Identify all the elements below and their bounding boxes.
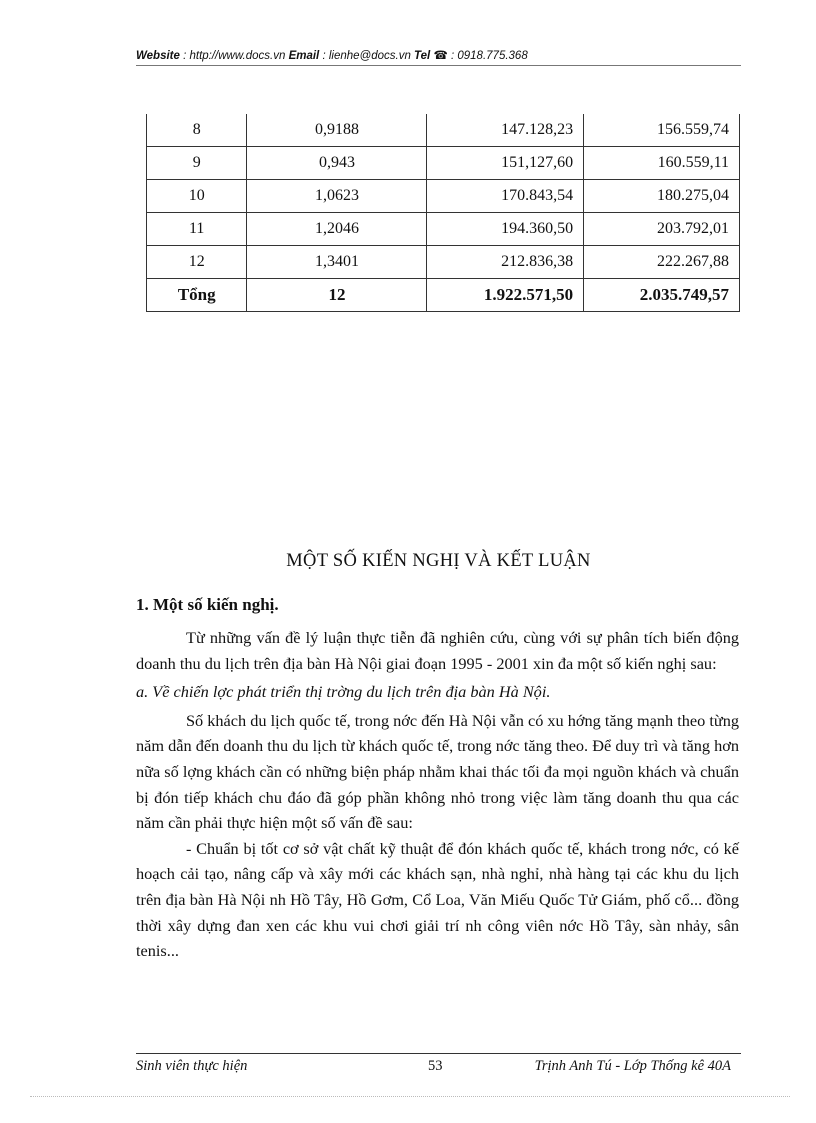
table-cell: 160.559,11 [584,147,740,180]
page-footer [136,1058,741,1078]
email-address[interactable]: : lienhe@docs.vn [322,50,411,62]
header-divider [136,65,741,66]
table-row [147,180,740,213]
table-cell: 1,2046 [247,213,427,246]
table-cell: 212.836,38 [427,246,584,279]
table-cell: 156.559,74 [584,114,740,147]
section-title: 1. Một số kiến nghị. [136,595,279,614]
table-cell: 0,9188 [247,114,427,147]
table-cell: 147.128,23 [427,114,584,147]
tel-number: : 0918.775.368 [450,50,528,62]
table-cell: 194.360,50 [427,213,584,246]
table-cell: 12 [247,279,427,312]
table-cell: 1,3401 [247,246,427,279]
table-cell: 2.035.749,57 [584,279,740,312]
paragraph: Từ những vấn đề lý luận thực tiễn đã nghiên cứu, cùng với sự phân tích biến động doanh thu du lịch trên địa bàn Hà Nội giai đoạn 1995 - 2001 xin đa một số kiến nghị sau: [136,628,739,673]
table-row [147,114,740,147]
table-cell: 222.267,88 [584,246,740,279]
bottom-dotted-line [30,1096,790,1097]
table-row [147,213,740,246]
table-cell: 0,943 [247,147,427,180]
website-label: Website [136,50,180,62]
footer-author: Trịnh Anh Tú - Lớp Thống kê 40A [534,1058,731,1074]
paragraph: - Chuẩn bị tốt cơ sở vật chất kỹ thuật để đón khách quốc tế, khách trong nớc, có kế hoạch cải tạo, nâng cấp và xây mới các khách sạn, nhà nghỉ, nhà hàng tại các khu du lịch trên địa bàn Hà Nội nh Hồ Tây, Hồ Gơm, Cổ Loa, Văn Miếu Quốc Tử Giám, phố cổ... đồng thời xây dựng đan xen các khu vui chơi giải trí nh công viên nớc Hồ Tây, sàn nhảy, sân tenis... [136,838,739,961]
table-cell: 1.922.571,50 [427,279,584,312]
phone-icon: ☎ [433,50,448,62]
website-url[interactable]: : http://www.docs.vn [183,50,286,62]
tel-label: Tel [414,50,431,62]
table-cell: 10 [147,180,247,213]
table-cell: 180.275,04 [584,180,740,213]
table-row [147,246,740,279]
footer-student: Sinh viên thực hiện [136,1058,248,1074]
page-header [136,48,741,62]
table-cell: 170.843,54 [427,180,584,213]
body-text [136,625,739,964]
page-number: 53 [428,1058,443,1074]
table-cell: 11 [147,213,247,246]
email-label: Email [288,50,320,62]
table-cell: 151,127,60 [427,147,584,180]
table-cell: Tổng [147,279,247,312]
table-cell: 8 [147,114,247,147]
table-cell: 12 [147,246,247,279]
table-cell: 203.792,01 [584,213,740,246]
table-row [147,147,740,180]
table-total-row [147,279,740,312]
subheading: a. Về chiến lợc phát triển thị trờng du lịch trên địa bàn Hà Nội. [136,682,551,702]
footer-divider [136,1053,741,1054]
paragraph: Số khách du lịch quốc tế, trong nớc đến Hà Nội vẫn có xu hớng tăng mạnh theo từng năm dẫn đến doanh thu du lịch từ khách quốc tế, trong nớc tăng theo. Để duy trì và tăng hơn nữa số lợng khách cần có những biện pháp nhằm khai thác tối đa mọi nguồn khách và chuẩn bị đón tiếp khách chu đáo đã góp phần không nhỏ trong việc làm tăng doanh thu qua các năm cần phải thực hiện một số vấn đề sau: [136,710,739,833]
table-cell: 9 [147,147,247,180]
table-cell: 1,0623 [247,180,427,213]
page-heading: MỘT SỐ KIẾN NGHỊ VÀ KẾT LUẬN [286,551,591,571]
revenue-table [146,114,740,312]
